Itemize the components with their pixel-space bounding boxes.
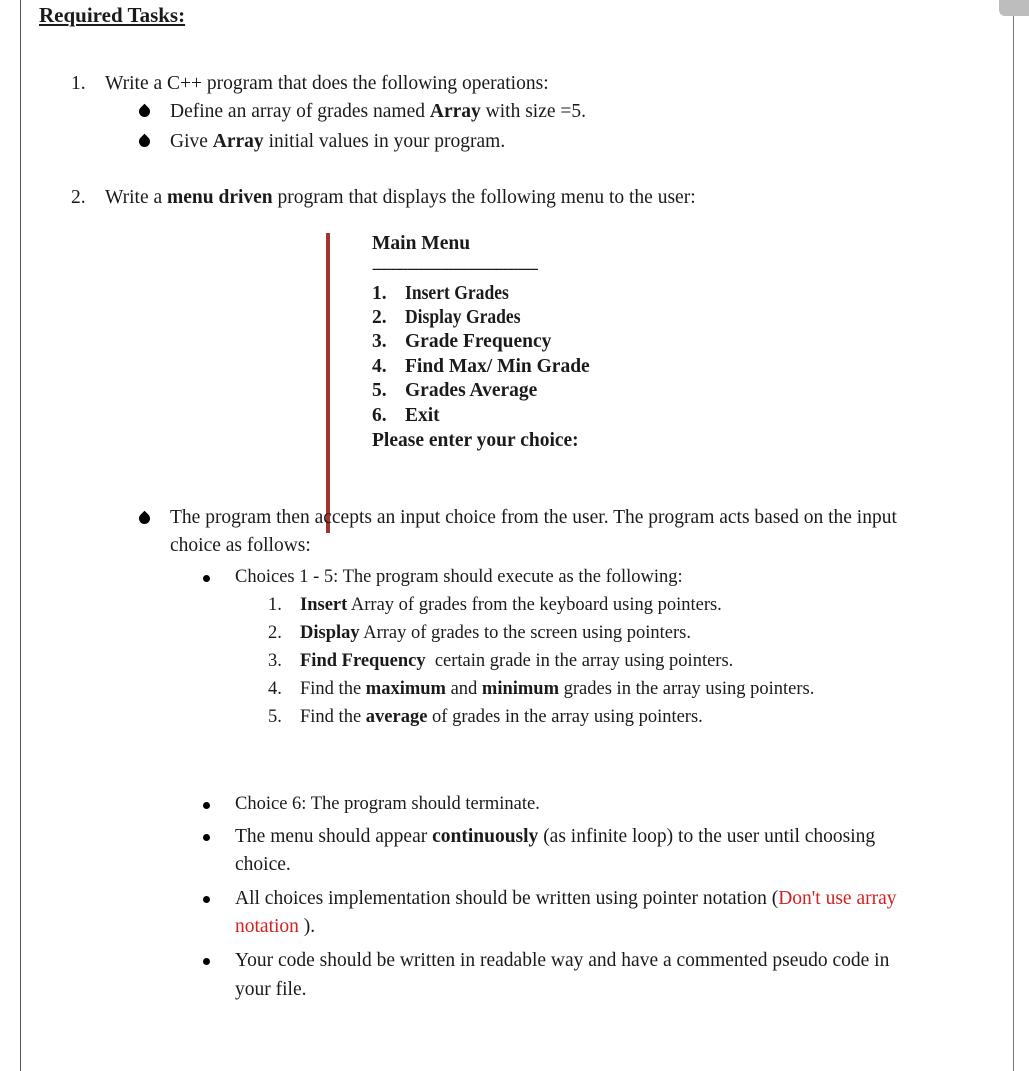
readable-code-line-2: your file. bbox=[235, 979, 307, 1000]
task-2-number: 2. bbox=[71, 187, 86, 208]
choice-number: 1. bbox=[268, 595, 282, 615]
program-then-line-2: choice as follows: bbox=[170, 535, 311, 556]
program-then-line-1: The program then accepts an input choice from the user. The program acts based on the input bbox=[170, 507, 897, 528]
menu-item-number: 6. bbox=[372, 405, 387, 426]
droplet-bullet-icon bbox=[137, 511, 153, 527]
continuous-line-1: The menu should appear continuously (as infinite loop) to the user until choosing bbox=[235, 826, 876, 847]
menu-item-number: 1. bbox=[372, 283, 387, 304]
menu-item-insert-grades: Insert Grades bbox=[405, 283, 509, 304]
readable-code-line-1: Your code should be written in readable way and have a commented pseudo code in bbox=[235, 950, 890, 971]
menu-prompt: Please enter your choice: bbox=[372, 430, 579, 451]
choice-number: 5. bbox=[268, 707, 282, 727]
choice-number: 2. bbox=[268, 623, 282, 643]
menu-item-display-grades: Display Grades bbox=[405, 307, 521, 328]
menu-item-grade-frequency: Grade Frequency bbox=[405, 331, 552, 352]
bullet-dot-icon bbox=[203, 958, 210, 965]
menu-item-number: 3. bbox=[372, 331, 387, 352]
page-right-border bbox=[1013, 0, 1014, 1071]
pointer-notation-line-2: notation ). bbox=[235, 916, 316, 937]
bullet-dot-icon bbox=[203, 896, 210, 903]
task-1-number: 1. bbox=[71, 73, 86, 94]
task-2-text: Write a menu driven program that displays the following menu to the user: bbox=[105, 187, 696, 208]
menu-item-exit: Exit bbox=[405, 405, 440, 426]
scroll-corner-tab bbox=[999, 0, 1029, 16]
menu-red-side-bar bbox=[326, 233, 330, 533]
page-heading: Required Tasks: bbox=[39, 3, 186, 27]
task-1-text: Write a C++ program that does the following operations: bbox=[105, 73, 549, 94]
menu-item-number: 4. bbox=[372, 356, 387, 377]
bullet-dot-icon bbox=[203, 802, 210, 809]
page-left-border bbox=[20, 0, 21, 1071]
choice-number: 3. bbox=[268, 651, 282, 671]
pointer-notation-line-1: All choices implementation should be written using pointer notation (Don't use array bbox=[235, 888, 897, 909]
choice-number: 4. bbox=[268, 679, 282, 699]
choice-max-min-line: Find the maximum and minimum grades in the array using pointers. bbox=[300, 679, 815, 699]
droplet-bullet-icon bbox=[137, 104, 153, 120]
choice-average-line: Find the average of grades in the array using pointers. bbox=[300, 707, 703, 727]
menu-title: Main Menu bbox=[372, 233, 471, 254]
droplet-bullet-icon bbox=[137, 134, 153, 150]
menu-item-number: 5. bbox=[372, 380, 387, 401]
choice-display-line: Display Array of grades to the screen using pointers. bbox=[300, 623, 692, 643]
task-1-bullet-1: Define an array of grades named Array with size =5. bbox=[170, 101, 587, 122]
bullet-dot-icon bbox=[203, 575, 210, 582]
menu-item-find-max-min: Find Max/ Min Grade bbox=[405, 356, 590, 377]
task-1-bullet-2: Give Array initial values in your program. bbox=[170, 131, 506, 152]
menu-item-grades-average: Grades Average bbox=[405, 380, 538, 401]
choices-1-5-intro: Choices 1 - 5: The program should execute as the following: bbox=[235, 567, 683, 587]
menu-divider: ------------------------------------------- bbox=[372, 261, 538, 277]
menu-item-number: 2. bbox=[372, 307, 387, 328]
choice-6-text: Choice 6: The program should terminate. bbox=[235, 794, 540, 814]
continuous-line-2: choice. bbox=[235, 854, 291, 875]
choice-insert-line: Insert Array of grades from the keyboard using pointers. bbox=[300, 595, 722, 615]
bullet-dot-icon bbox=[203, 834, 210, 841]
choice-frequency-line: Find Frequency certain grade in the array using pointers. bbox=[300, 651, 734, 671]
